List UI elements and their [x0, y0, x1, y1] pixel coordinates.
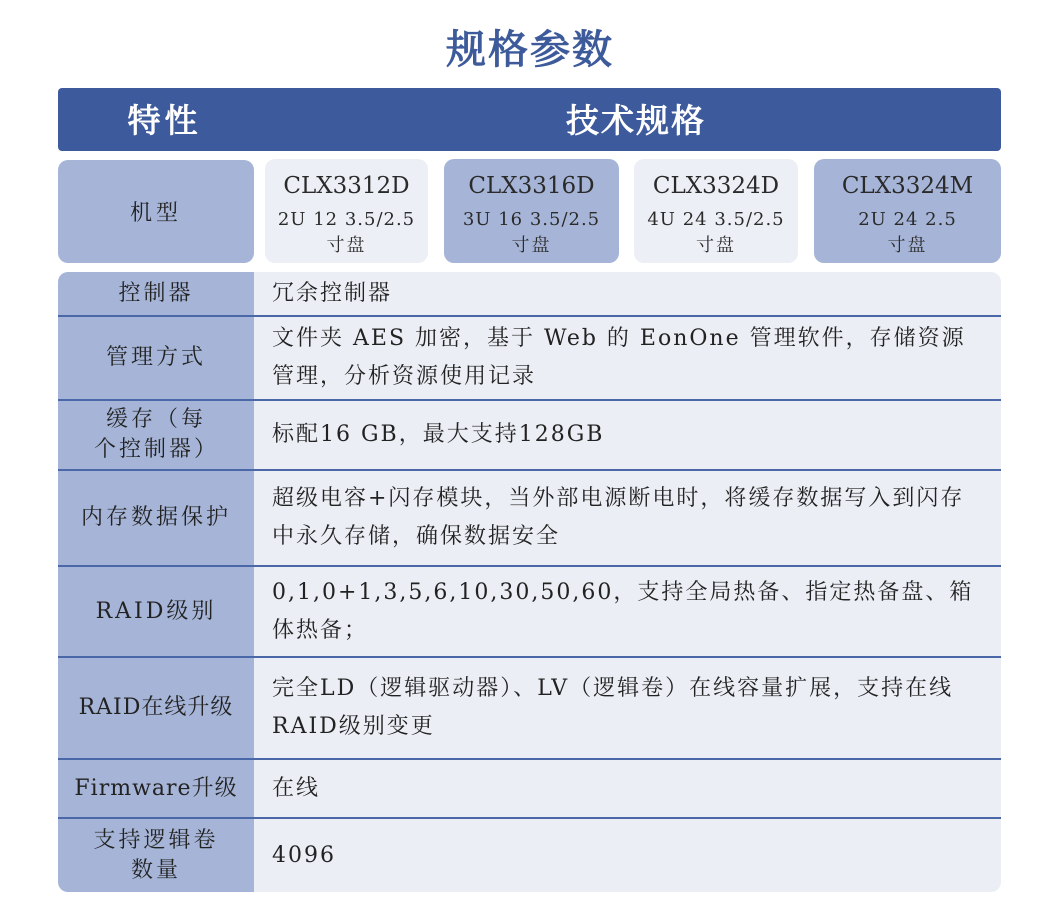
model-name: CLX3324M: [841, 173, 974, 199]
model-desc-unit: 寸盘: [326, 235, 367, 256]
model-desc: 4U 24 3.5/2.5: [647, 209, 785, 230]
row-value: 0,1,0+1,3,5,6,10,30,50,60，支持全局热备、指定热备盘、箱体热备；: [272, 579, 974, 643]
table-row: [58, 317, 1001, 401]
model-name: CLX3312D: [283, 173, 410, 199]
model-card-4: [814, 159, 1001, 263]
model-label: 机型: [58, 160, 254, 263]
row-label: RAID在线升级: [78, 695, 234, 720]
model-desc-unit: 寸盘: [696, 235, 736, 256]
table-row: [58, 471, 1001, 567]
model-desc: 2U 24 2.5: [858, 209, 957, 230]
table-row: [58, 567, 1001, 658]
row-label: Firmware升级: [74, 775, 238, 801]
row-value: 完全LD（逻辑驱动器）、LV（逻辑卷）在线容量扩展，支持在线RAID级别变更: [272, 676, 954, 739]
header-feature: 特性: [127, 101, 202, 140]
model-card-1: [265, 159, 428, 263]
model-desc-unit: 寸盘: [511, 235, 552, 256]
model-desc-unit: 寸盘: [887, 235, 928, 256]
row-value: 在线: [272, 775, 321, 801]
spec-table: [58, 272, 1001, 892]
table-row: [58, 401, 1001, 471]
row-label: RAID级别: [95, 598, 217, 624]
header-spec: 技术规格: [566, 101, 706, 140]
row-value: 4096: [272, 842, 336, 868]
row-label: 控制器: [118, 280, 194, 306]
row-label: 缓存（每个控制器）: [94, 407, 220, 462]
model-card-2: [444, 159, 619, 263]
table-header: [58, 88, 1001, 151]
model-name: CLX3324D: [652, 173, 780, 199]
table-row: [58, 658, 1001, 760]
table-row: [58, 819, 1001, 892]
model-name: CLX3316D: [468, 173, 595, 199]
row-label: 内存数据保护: [80, 505, 231, 530]
row-value: 超级电容+闪存模块，当外部电源断电时，将缓存数据写入到闪存中永久存储，确保数据安全: [272, 486, 965, 549]
model-card-3: [634, 159, 798, 263]
model-desc: 2U 12 3.5/2.5: [277, 209, 416, 230]
row-label: 管理方式: [105, 345, 206, 370]
row-value: 标配16 GB，最大支持128GB: [272, 422, 605, 447]
row-label: 支持逻辑卷数量: [93, 827, 219, 883]
row-value: 冗余控制器: [272, 280, 393, 306]
page-title: 规格参数: [446, 27, 614, 73]
model-desc: 3U 16 3.5/2.5: [462, 209, 601, 230]
table-row: [58, 760, 1001, 819]
row-value: 文件夹 AES 加密，基于 Web 的 EonOne 管理软件，存储资源管理，分析资源使用记录: [272, 326, 966, 389]
table-row: [58, 272, 1001, 317]
